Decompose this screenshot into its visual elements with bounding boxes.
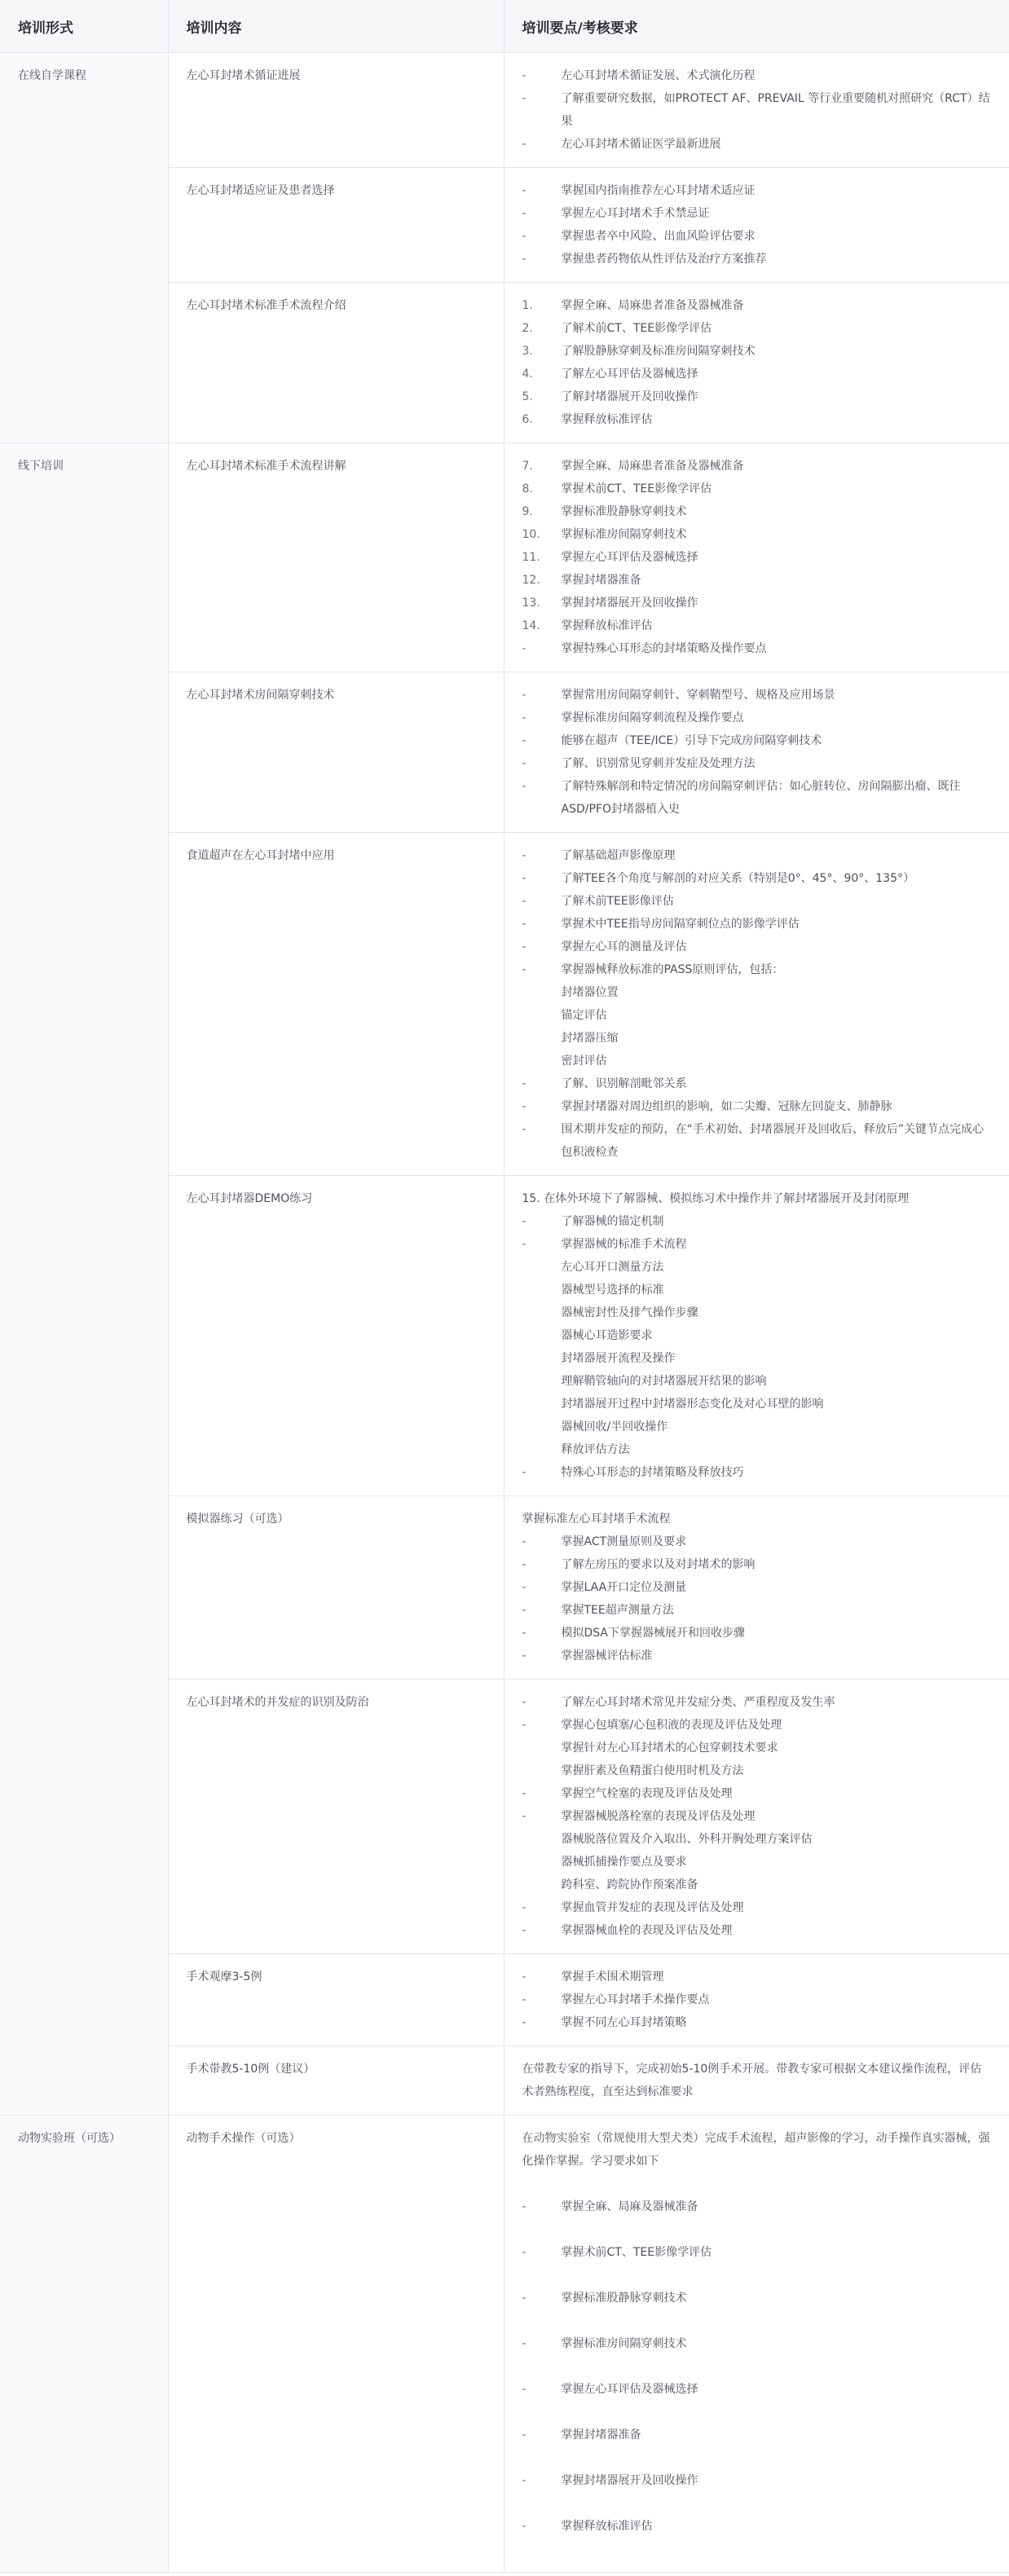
point-marker: 13. xyxy=(522,597,540,610)
point-item xyxy=(522,363,992,385)
training-points-cell xyxy=(504,2116,1009,2573)
point-item xyxy=(522,1805,992,1828)
point-item xyxy=(522,752,992,775)
point-text: 掌握左心耳评估及器械选择 xyxy=(561,551,698,564)
point-marker: - xyxy=(522,1696,527,1709)
point-text: 器械密封性及排气操作步骤 xyxy=(561,1306,698,1319)
point-marker: 10. xyxy=(522,528,540,541)
training-content-cell xyxy=(168,2046,504,2116)
training-content-cell xyxy=(168,1496,504,1680)
training-content-cell xyxy=(168,168,504,283)
point-marker: - xyxy=(522,2520,527,2533)
point-text: 器械型号选择的标准 xyxy=(561,1284,664,1297)
point-marker xyxy=(522,1393,562,1416)
point-marker: - xyxy=(522,1100,527,1113)
point-text: 模拟DSA下掌握器械展开和回收步骤 xyxy=(561,1627,746,1640)
training-points-cell xyxy=(504,1496,1009,1680)
header-points: 培训要点/考核要求 xyxy=(504,0,1009,53)
point-marker: - xyxy=(522,1466,527,1479)
point-marker: 12. xyxy=(522,574,540,587)
point-marker: 14. xyxy=(522,619,540,632)
point-text: 理解鞘管轴向的对封堵器展开结果的影响 xyxy=(561,1375,767,1388)
point-marker: - xyxy=(522,230,527,243)
training-content-label: 食道超声在左心耳封堵中应用 xyxy=(186,849,335,862)
point-marker xyxy=(522,1050,562,1072)
point-marker: - xyxy=(522,1581,527,1594)
point-item xyxy=(522,1966,992,1988)
point-text: 掌握术中TEE指导房间隔穿刺位点的影像学评估 xyxy=(561,918,800,931)
point-item xyxy=(522,1301,992,1324)
point-item xyxy=(522,1461,992,1484)
point-marker: 2. xyxy=(522,322,533,335)
point-item xyxy=(522,1004,992,1027)
point-text: 掌握患者药物依从性评估及治疗方案推荐 xyxy=(561,253,767,266)
point-marker: 7. xyxy=(522,460,533,473)
point-text: 掌握空气栓塞的表现及评估及处理 xyxy=(561,1787,733,1800)
training-content-label: 动物手术操作（可选） xyxy=(186,2132,301,2145)
point-text: 释放评估方法 xyxy=(561,1443,630,1456)
point-text: 掌握标准房间隔穿刺流程及操作要点 xyxy=(561,711,744,724)
point-text: 掌握肝素及鱼精蛋白使用时机及方法 xyxy=(561,1764,744,1777)
point-item xyxy=(522,1187,992,1210)
point-marker: - xyxy=(522,1649,527,1662)
point-marker: - xyxy=(522,2292,527,2305)
point-marker: - xyxy=(522,1901,527,1914)
point-marker: - xyxy=(522,734,527,747)
point-marker: - xyxy=(522,1077,527,1090)
point-marker: - xyxy=(522,1924,527,1937)
point-marker: - xyxy=(522,92,527,105)
point-item xyxy=(522,317,992,340)
point-text: 了解股静脉穿刺及标准房间隔穿刺技术 xyxy=(561,345,756,358)
point-text: 了解特殊解剖和特定情况的房间隔穿刺评估：如心脏转位、房间隔膨出瘤、既往ASD/PFO封堵器植入史 xyxy=(561,780,961,816)
point-item xyxy=(522,2058,992,2103)
point-marker xyxy=(522,1828,562,1851)
point-text: 掌握特殊心耳形态的封堵策略及操作要点 xyxy=(561,642,767,655)
point-text: 了解左房压的要求以及对封堵术的影响 xyxy=(561,1558,756,1571)
point-text: 跨科室、跨院协作预案准备 xyxy=(561,1878,698,1891)
training-form-cell xyxy=(0,53,168,443)
point-text: 掌握患者卒中风险、出血风险评估要求 xyxy=(561,230,756,243)
point-item xyxy=(522,2332,992,2355)
training-content-label: 手术带教5-10例（建议） xyxy=(186,2063,315,2076)
point-text: 封堵器位置 xyxy=(561,986,619,999)
point-marker: - xyxy=(522,1558,527,1571)
point-marker: - xyxy=(522,1238,527,1251)
point-item xyxy=(522,225,992,248)
point-text: 掌握封堵器准备 xyxy=(561,574,641,587)
point-text: 左心耳开口测量方法 xyxy=(561,1261,664,1274)
point-marker xyxy=(522,1301,562,1324)
point-marker: - xyxy=(522,1604,527,1617)
point-text: 掌握不同左心耳封堵策略 xyxy=(561,2016,687,2029)
training-content-cell xyxy=(168,1176,504,1496)
training-content-cell xyxy=(168,1954,504,2046)
training-points-cell xyxy=(504,168,1009,283)
point-text: 掌握国内指南推荐左心耳封堵术适应证 xyxy=(561,184,756,197)
point-text: 器械脱落位置及介入取出、外科开胸处理方案评估 xyxy=(561,1833,813,1846)
training-content-label: 左心耳封堵术标准手术流程介绍 xyxy=(186,299,346,312)
point-item xyxy=(522,637,992,660)
point-item xyxy=(522,1530,992,1553)
point-item xyxy=(522,936,992,958)
point-item xyxy=(522,1027,992,1050)
point-marker: - xyxy=(522,1123,527,1136)
point-text: 掌握血管并发症的表现及评估及处理 xyxy=(561,1901,744,1914)
point-text: 密封评估 xyxy=(561,1055,607,1068)
point-item xyxy=(522,1279,992,1301)
point-text: 了解重要研究数据，如PROTECT AF、PREVAIL 等行业重要随机对照研究（RCT）结果 xyxy=(561,92,990,128)
point-text: 掌握封堵器对周边组织的影响，如二尖瓣、冠脉左回旋支、肺静脉 xyxy=(561,1100,892,1113)
point-item xyxy=(522,2287,992,2310)
point-item xyxy=(522,408,992,431)
training-form-label: 动物实验班（可选） xyxy=(18,2132,121,2145)
point-text: 掌握左心耳评估及器械选择 xyxy=(561,2383,698,2396)
point-marker: - xyxy=(522,2246,527,2259)
point-item xyxy=(522,1874,992,1896)
point-item xyxy=(522,1324,992,1347)
point-item xyxy=(522,707,992,729)
training-content-cell xyxy=(168,2116,504,2573)
point-text: 掌握左心耳封堵术手术禁忌证 xyxy=(561,207,710,220)
point-item xyxy=(522,2469,992,2492)
point-text: 左心耳封堵术循证发展、术式演化历程 xyxy=(561,69,756,82)
point-marker: 1. xyxy=(522,299,533,312)
point-text: 掌握全麻、局麻患者准备及器械准备 xyxy=(561,299,744,312)
point-text: 掌握全麻、局麻及器械准备 xyxy=(561,2200,698,2213)
point-marker: - xyxy=(522,1787,527,1800)
training-points-cell xyxy=(504,1176,1009,1496)
training-content-label: 左心耳封堵适应证及患者选择 xyxy=(186,184,335,197)
point-marker: - xyxy=(522,895,527,908)
header-row xyxy=(0,0,1009,53)
point-text: 锚定评估 xyxy=(561,1009,607,1022)
point-item xyxy=(522,202,992,225)
point-item xyxy=(522,179,992,202)
point-marker: - xyxy=(522,872,527,885)
point-item xyxy=(522,2515,992,2538)
point-marker: - xyxy=(522,849,527,862)
point-item xyxy=(522,2011,992,2034)
point-marker xyxy=(522,1347,562,1370)
point-marker: - xyxy=(522,757,527,770)
point-item xyxy=(522,1508,992,1530)
point-item xyxy=(522,1233,992,1256)
training-content-label: 左心耳封堵术循证进展 xyxy=(186,69,301,82)
header-content: 培训内容 xyxy=(168,0,504,53)
point-item xyxy=(522,913,992,936)
point-marker: - xyxy=(522,2337,527,2350)
training-content-cell xyxy=(168,443,504,672)
point-marker: - xyxy=(522,1627,527,1640)
point-text: 掌握封堵器准备 xyxy=(561,2428,641,2442)
point-item xyxy=(522,569,992,592)
point-marker xyxy=(522,1004,562,1027)
point-text: 掌握ACT测量原则及要求 xyxy=(561,1535,687,1548)
point-text: 了解术前CT、TEE影像学评估 xyxy=(561,322,712,335)
point-item xyxy=(522,294,992,317)
training-form-cell xyxy=(0,2116,168,2573)
point-marker: - xyxy=(522,918,527,931)
point-item xyxy=(522,2378,992,2401)
point-item xyxy=(522,958,992,981)
point-item xyxy=(522,867,992,890)
point-item xyxy=(522,1782,992,1805)
point-marker: 6. xyxy=(522,413,533,426)
point-text: 掌握TEE超声测量方法 xyxy=(561,1604,674,1617)
point-marker: - xyxy=(522,184,527,197)
point-item xyxy=(522,1828,992,1851)
point-text: 特殊心耳形态的封堵策略及释放技巧 xyxy=(561,1466,744,1479)
point-text: 能够在超声（TEE/ICE）引导下完成房间隔穿刺技术 xyxy=(561,734,822,747)
point-marker xyxy=(522,1027,562,1050)
training-points-cell xyxy=(504,283,1009,443)
point-marker: 4. xyxy=(522,368,533,381)
point-marker: - xyxy=(522,1810,527,1823)
training-points-cell xyxy=(504,833,1009,1176)
point-marker: 8. xyxy=(522,482,533,495)
point-text: 掌握释放标准评估 xyxy=(561,413,653,426)
point-item xyxy=(522,500,992,523)
point-item xyxy=(522,1095,992,1118)
point-marker: 9. xyxy=(522,505,533,518)
point-item xyxy=(522,890,992,913)
point-item xyxy=(522,133,992,156)
point-text: 掌握手术围术期管理 xyxy=(561,1971,664,1984)
point-text: 掌握心包填塞/心包积液的表现及评估及处理 xyxy=(561,1719,782,1732)
point-item xyxy=(522,1919,992,1942)
point-item xyxy=(522,1622,992,1645)
point-item xyxy=(522,1691,992,1714)
point-marker: 5. xyxy=(522,390,533,403)
training-points-cell xyxy=(504,443,1009,672)
training-form-cell xyxy=(0,443,168,2116)
point-text: 了解左心耳封堵术常见并发症分类、严重程度及发生率 xyxy=(561,1696,835,1709)
point-text: 掌握标准左心耳封堵手术流程 xyxy=(522,1513,671,1526)
point-text: 掌握释放标准评估 xyxy=(561,2520,653,2533)
point-marker: - xyxy=(522,2428,527,2442)
point-text: 掌握封堵器展开及回收操作 xyxy=(561,597,698,610)
point-text: 在带教专家的指导下，完成初始5-10例手术开展。带教专家可根据文本建议操作流程，评估术者熟练程度，直至达到标准要求 xyxy=(522,2063,982,2098)
point-item xyxy=(522,2241,992,2264)
point-item xyxy=(522,2424,992,2446)
point-marker: - xyxy=(522,253,527,266)
header-form: 培训形式 xyxy=(0,0,168,53)
training-points-cell xyxy=(504,672,1009,833)
point-item xyxy=(522,1576,992,1599)
point-item xyxy=(522,1599,992,1622)
point-text: 掌握标准股静脉穿刺技术 xyxy=(561,2292,687,2305)
point-item xyxy=(522,478,992,500)
training-points-cell xyxy=(504,2046,1009,2116)
point-marker: - xyxy=(522,1993,527,2006)
point-item xyxy=(522,1393,992,1416)
point-text: 器械抓捕操作要点及要求 xyxy=(561,1856,687,1869)
training-points-cell xyxy=(504,53,1009,168)
point-marker: - xyxy=(522,2383,527,2396)
point-marker xyxy=(522,981,562,1004)
point-item xyxy=(522,1050,992,1072)
point-item xyxy=(522,684,992,707)
point-item xyxy=(522,546,992,569)
point-text: 掌握常用房间隔穿刺针、穿刺鞘型号、规格及应用场景 xyxy=(561,689,835,702)
point-marker: - xyxy=(522,689,527,702)
point-marker: - xyxy=(522,1719,527,1732)
point-item xyxy=(522,1645,992,1667)
training-content-cell xyxy=(168,833,504,1176)
point-marker: - xyxy=(522,1971,527,1984)
point-item xyxy=(522,1714,992,1737)
point-marker xyxy=(522,1851,562,1874)
point-item xyxy=(522,981,992,1004)
point-marker: - xyxy=(522,780,527,793)
point-text: 掌握标准房间隔穿刺技术 xyxy=(561,528,687,541)
point-item xyxy=(522,1438,992,1461)
point-marker xyxy=(522,1256,562,1279)
point-item xyxy=(522,1896,992,1919)
point-text: 掌握术前CT、TEE影像学评估 xyxy=(561,482,712,495)
point-item xyxy=(522,729,992,752)
point-text: 围术期并发症的预防，在“手术初始、封堵器展开及回收后、释放后”关键节点完成心包积液检查 xyxy=(561,1123,985,1159)
point-text: 掌握标准房间隔穿刺技术 xyxy=(561,2337,687,2350)
point-text: 掌握标准股静脉穿刺技术 xyxy=(561,505,687,518)
point-text: 15. 在体外环境下了解器械、模拟练习术中操作并了解封堵器展开及封闭原理 xyxy=(522,1192,910,1205)
training-content-label: 模拟器练习（可选） xyxy=(186,1513,289,1526)
point-text: 封堵器压缩 xyxy=(561,1032,619,1045)
point-text: 掌握针对左心耳封堵术的心包穿刺技术要求 xyxy=(561,1742,778,1755)
point-marker xyxy=(522,1416,562,1438)
point-text: 掌握LAA开口定位及测量 xyxy=(561,1581,687,1594)
training-content-label: 左心耳封堵术的并发症的识别及防治 xyxy=(186,1696,369,1709)
point-item xyxy=(522,775,992,821)
point-text: 了解基础超声影像原理 xyxy=(561,849,676,862)
point-text: 器械心耳造影要求 xyxy=(561,1329,653,1342)
point-item xyxy=(522,1072,992,1095)
point-text: 掌握全麻、局麻患者准备及器械准备 xyxy=(561,460,744,473)
point-marker xyxy=(522,1737,562,1759)
point-marker xyxy=(522,1324,562,1347)
point-marker: - xyxy=(522,1535,527,1548)
point-item xyxy=(522,340,992,363)
point-item xyxy=(522,87,992,133)
point-text: 器械回收/半回收操作 xyxy=(561,1420,668,1433)
point-marker: - xyxy=(522,1215,527,1228)
training-content-label: 左心耳封堵术标准手术流程讲解 xyxy=(186,460,346,473)
point-item xyxy=(522,523,992,546)
point-item xyxy=(522,614,992,637)
point-item xyxy=(522,1759,992,1782)
table-row xyxy=(0,2116,1009,2573)
point-item xyxy=(522,455,992,478)
point-item xyxy=(522,1370,992,1393)
point-text: 了解术前TEE影像评估 xyxy=(561,895,674,908)
point-text: 掌握左心耳的测量及评估 xyxy=(561,940,687,953)
point-text: 封堵器展开过程中封堵器形态变化及对心耳壁的影响 xyxy=(561,1398,824,1411)
point-item xyxy=(522,1988,992,2011)
point-marker: - xyxy=(522,207,527,220)
point-marker: - xyxy=(522,2474,527,2487)
point-marker xyxy=(522,1759,562,1782)
training-content-cell xyxy=(168,672,504,833)
point-item xyxy=(522,592,992,614)
point-marker: 3. xyxy=(522,345,533,358)
point-text: 掌握释放标准评估 xyxy=(561,619,653,632)
points-intro: 在动物实验室（常规使用大型犬类）完成手术流程，超声影像的学习，动手操作真实器械，强化操作掌握。学习要求如下 xyxy=(522,2132,990,2168)
training-content-cell xyxy=(168,1680,504,1954)
point-text: 了解封堵器展开及回收操作 xyxy=(561,390,698,403)
training-content-label: 左心耳封堵术房间隔穿刺技术 xyxy=(186,689,335,702)
point-text: 掌握器械评估标准 xyxy=(561,1649,653,1662)
point-text: 掌握器械的标准手术流程 xyxy=(561,1238,687,1251)
point-item xyxy=(522,1737,992,1759)
table-body xyxy=(0,53,1009,2573)
point-text: 掌握器械释放标准的PASS原则评估，包括： xyxy=(561,963,784,976)
training-form-label: 线下培训 xyxy=(18,460,64,473)
table-row xyxy=(0,53,1009,168)
point-marker: - xyxy=(522,963,527,976)
point-marker: 11. xyxy=(522,551,540,564)
point-marker: - xyxy=(522,138,527,151)
point-item xyxy=(522,248,992,271)
point-text: 掌握封堵器展开及回收操作 xyxy=(561,2474,698,2487)
point-text: 封堵器展开流程及操作 xyxy=(561,1352,676,1365)
point-item xyxy=(522,2195,992,2218)
point-marker: - xyxy=(522,2016,527,2029)
point-item xyxy=(522,1553,992,1576)
point-item xyxy=(522,64,992,87)
point-marker xyxy=(522,1874,562,1896)
point-text: 了解、识别常见穿刺并发症及处理方法 xyxy=(561,757,756,770)
point-item xyxy=(522,1347,992,1370)
training-form-label: 在线自学课程 xyxy=(18,69,86,82)
point-item xyxy=(522,1416,992,1438)
point-text: 了解TEE各个角度与解剖的对应关系（特别是0°、45°、90°、135°） xyxy=(561,872,914,885)
point-marker xyxy=(522,1279,562,1301)
table-row xyxy=(0,443,1009,672)
point-marker: - xyxy=(522,642,527,655)
point-text: 掌握器械血栓的表现及评估及处理 xyxy=(561,1924,733,1937)
training-content-label: 左心耳封堵器DEMO练习 xyxy=(186,1192,313,1205)
point-text: 掌握左心耳封堵手术操作要点 xyxy=(561,1993,710,2006)
point-item xyxy=(522,1256,992,1279)
point-text: 掌握器械脱落栓塞的表现及评估及处理 xyxy=(561,1810,756,1823)
point-item xyxy=(522,844,992,867)
point-marker: - xyxy=(522,69,527,82)
training-content-cell xyxy=(168,283,504,443)
point-text: 掌握术前CT、TEE影像学评估 xyxy=(561,2246,712,2259)
point-text: 了解、识别解剖毗邻关系 xyxy=(561,1077,687,1090)
training-points-cell xyxy=(504,1680,1009,1954)
point-marker xyxy=(522,1438,562,1461)
training-content-cell xyxy=(168,53,504,168)
point-marker: - xyxy=(522,940,527,953)
point-item xyxy=(522,385,992,408)
point-text: 左心耳封堵术循证医学最新进展 xyxy=(561,138,721,151)
point-marker xyxy=(522,1370,562,1393)
point-text: 了解器械的锚定机制 xyxy=(561,1215,664,1228)
point-marker: - xyxy=(522,2200,527,2213)
point-marker: - xyxy=(522,711,527,724)
point-item xyxy=(522,1851,992,1874)
point-item xyxy=(522,1118,992,1164)
point-item xyxy=(522,1210,992,1233)
point-text: 了解左心耳评估及器械选择 xyxy=(561,368,698,381)
training-points-cell xyxy=(504,1954,1009,2046)
training-content-label: 手术观摩3-5例 xyxy=(186,1971,262,1984)
